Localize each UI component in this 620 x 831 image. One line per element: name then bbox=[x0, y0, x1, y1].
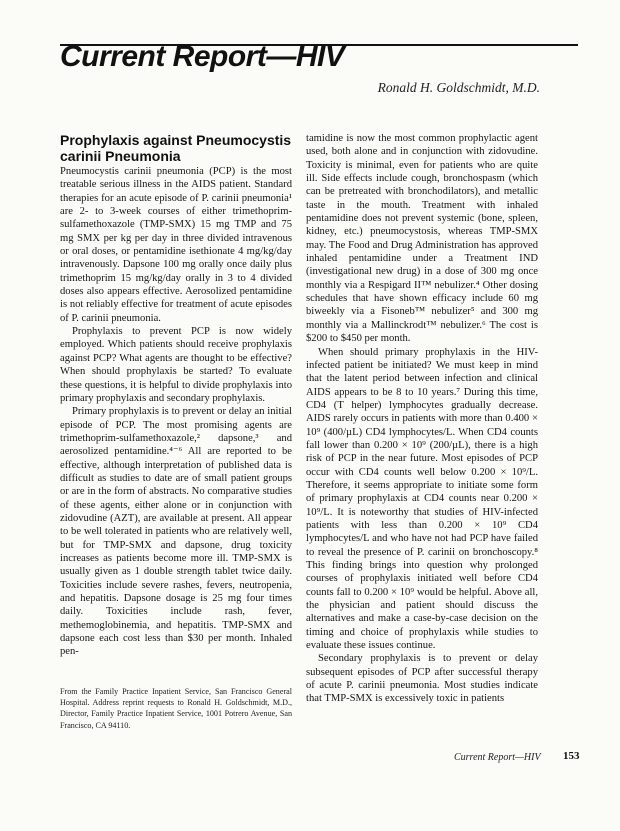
paragraph-pentamidine: tamidine is now the most common prophylactic agent used, both alone and in conjunction with zidovudine. Toxicity is minimal, even for patients who are quite ill. Side effects include cough, bronchospasm (which can be pretreated with bronchodilators), and metallic taste in the mouth. Treatment with inhaled pentamidine does not prevent systemic (bone, spleen, kidney, etc.) pneumocystosis, whereas TMP-SMX may. The Food and Drug Administration has approved inhaled pentamidine under a Treatment IND (investigational new drug) in a dose of 300 mg once monthly via a Respigard II™ nebulizer.⁴ Other dosing schedules that have shown efficacy include 60 mg biweekly via a Fisoneb™ nebulizer⁵ and 300 mg monthly via a Mallinckrodt™ nebulizer.⁶ The cost is $200 to $450 per month. bbox=[306, 133, 538, 345]
report-title: Current Report—HIV bbox=[60, 40, 345, 73]
paragraph-prophylaxis-overview: Prophylaxis to prevent PCP is now widely employed. Which patients should receive prophylaxis against PCP? What agents are thought to be effective? When should prophylaxis be started? To evaluate these questions, it is helpful to divide prophylaxis into primary prophylaxis and secondary prophylaxis. bbox=[60, 326, 292, 404]
paragraph-primary-prophylaxis: Primary prophylaxis is to prevent or delay an initial episode of PCP. The most promising agents are trimethoprim-sulfamethoxazole,² dapsone,³ and aerosolized pentamidine.⁴⁻⁶ All are reported to be effective, although interpretation of published data is difficult as studies to date are of small patient groups or are in the form of abstracts. No comparative studies of these agents, either alone or in conjunction with zidovudine (AZT), are available at present. All appear to be well tolerated in patients who are relatively well, but for TMP-SMX and dapsone, drug toxicity increases as patients become more ill. TMP-SMX is usually given as 1 double strength tablet twice daily. Toxicities include severe rashes, fevers, neutropenia, and hepatitis. Dapsone dosage is 25 mg four times daily. Toxicities include rash, fever, methemoglobinemia, and hepatitis. TMP-SMX and dapsone each cost less than $30 per month. Inhaled pen- bbox=[60, 406, 292, 658]
left-column bbox=[60, 132, 292, 659]
right-column bbox=[306, 132, 538, 706]
author-byline: Ronald H. Goldschmidt, M.D. bbox=[377, 80, 540, 95]
page-number: 153 bbox=[563, 750, 580, 762]
affiliation-footnote: From the Family Practice Inpatient Service, San Francisco General Hospital. Address reprint requests to Ronald H. Goldschmidt, M.D., Director, Family Practice Inpatient Service, 1001 Potrero Avenue, San Francisco, CA 94110. bbox=[60, 687, 292, 730]
running-footer-title: Current Report—HIV bbox=[454, 752, 541, 763]
paragraph-initiation-timing: When should primary prophylaxis in the HIV-infected patient be initiated? We must keep in mind that the latent period between infection and clinical AIDS appears to be 8 to 10 years.⁷ During this time, CD4 (T helper) lymphocytes gradually decrease. AIDS rarely occurs in patients with more than 0.400 × 10⁹ (400/µL) CD4 lymphocytes/L. When CD4 counts fall lower than 0.200 × 10⁹ (200/µL), there is a high risk of PCP in the near future. Most episodes of PCP occur with CD4 counts well below 0.200 × 10⁹/L. Therefore, it seems appropriate to initiate some form of primary prophylaxis at CD4 counts near 0.200 × 10⁹/L. It is noteworthy that studies of HIV-infected patients with less than 0.200 × 10⁹ CD4 lymphocytes/L and who have not had PCP have failed to reveal the presence of P. carinii on bronchoscopy.⁸ This finding brings into question why prolonged courses of prophylaxis initiated well before CD4 counts fall to 0.200 × 10⁹ would be helpful. Above all, the physician and patient should discuss the alternatives and make a case-by-case decision on the timing and choice of prophylaxis while studies to evaluate these issues continue. bbox=[306, 346, 538, 652]
paragraph-secondary-prophylaxis: Secondary prophylaxis is to prevent or delay subsequent episodes of PCP after successful therapy of acute P. carinii pneumonia. Most studies indicate that TMP-SMX is excessively toxic in patients bbox=[306, 653, 538, 705]
article-title: Prophylaxis against Pneumocystis carinii Pneumonia bbox=[60, 132, 292, 164]
paragraph-intro: Pneumocystis carinii pneumonia (PCP) is the most treatable serious illness in the AIDS patient. Standard therapies for an acute episode of P. carinii pneumonia¹ are 2- to 3-week courses of either trimethoprim-sulfamethoxazole (TMP-SMX) 15 mg TMP and 75 mg SMX per kg per day in three divided intravenous or oral doses, or pentamidine isethionate 4 mg/kg/day intravenously. Dapsone 100 mg orally once daily plus trimethoprim 15 mg/kg/day orally in 3 to 4 divided doses also appears effective. Aerosolized pentamidine is not reliably effective for treatment of acute episodes of P. carinii pneumonia. bbox=[60, 166, 292, 324]
